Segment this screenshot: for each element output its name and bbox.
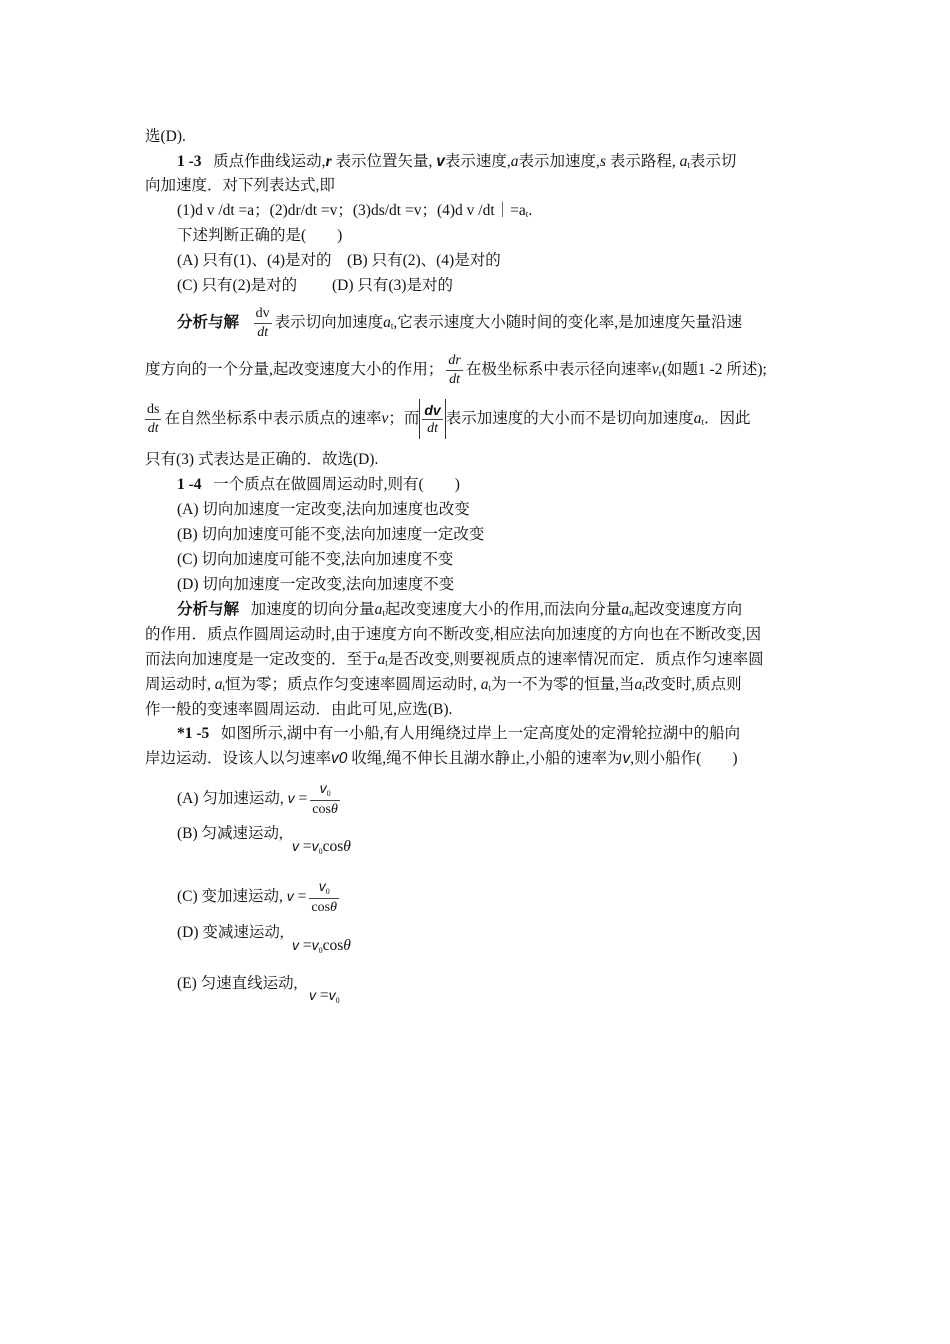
text: 改变时,质点则 — [644, 676, 742, 693]
symbol-at: a — [374, 601, 383, 618]
text: 一个质点在做圆周运动时,则有( ) — [213, 476, 460, 493]
symbol-a: a — [510, 153, 519, 170]
fraction-v0-cos — [310, 781, 340, 817]
text: 表示速度, — [444, 153, 511, 170]
symbol-at: a — [383, 314, 391, 331]
symbol-at: a — [634, 676, 643, 693]
option-label: (E) 匀速直线运动, — [177, 975, 298, 992]
numerator: dr — [446, 354, 462, 371]
equals: = — [302, 838, 312, 855]
text: (B) 切向加速度可能不变,法向加速度一定改变 — [177, 526, 485, 543]
text: 表示位置矢量, — [331, 153, 437, 170]
analysis-1-3-line4 — [145, 449, 378, 471]
numerator: dv — [255, 305, 270, 321]
text: 周运动时, — [145, 676, 215, 693]
text: 质点作曲线运动, — [213, 153, 326, 170]
text: 为一不为零的恒量,当 — [491, 676, 635, 693]
problem-1-3-options-ab — [177, 250, 501, 272]
analysis-1-3-line1 — [177, 303, 742, 346]
symbol-r: r — [325, 153, 332, 170]
symbol-v: v — [622, 750, 631, 767]
numerator: dv — [424, 402, 441, 419]
symbol-v: v — [651, 361, 659, 378]
subscript: t — [488, 683, 492, 693]
option-label: (C) 变加速运动, — [177, 888, 283, 905]
equals: = — [302, 937, 312, 954]
symbol-v0: v0 — [331, 750, 348, 767]
subscript: t — [385, 658, 388, 668]
symbol-v: v — [287, 790, 295, 806]
subscript: 0 — [326, 789, 331, 799]
option-label: (B) 匀减速运动, — [177, 825, 283, 842]
analysis-1-4-line3 — [145, 649, 764, 674]
problem-1-5-line2 — [145, 748, 737, 770]
equals: = — [297, 888, 307, 905]
text: (D) 切向加速度一定改变,法向加速度不变 — [177, 576, 455, 593]
fraction-dv-dt — [254, 307, 272, 340]
cos: cos — [312, 802, 331, 818]
text: (如题1 -2 所述); — [661, 361, 767, 378]
subscript: t — [642, 683, 645, 693]
text: ．因此 — [704, 410, 751, 427]
text: 如图所示,湖中有一小船,有人用绳绕过岸上一定高度处的定滑轮拉湖中的船向 — [220, 725, 741, 742]
denominator: dt — [427, 421, 438, 437]
text: 岸边运动．设该人以匀速率 — [145, 750, 332, 767]
problem-1-5-option-c — [177, 876, 342, 917]
text: 表示加速度, — [518, 153, 600, 170]
option-label: (D) 变减速运动, — [177, 924, 284, 941]
problem-number: 1 -4 — [177, 476, 202, 493]
symbol-v: v — [328, 987, 336, 1003]
fraction-ds-dt — [145, 403, 161, 436]
text: 表示路程, — [605, 153, 680, 170]
subscript: 0 — [318, 946, 323, 955]
problem-1-5-option-d-label — [177, 922, 284, 944]
problem-1-4-option-a — [177, 499, 470, 521]
theta: θ — [330, 802, 338, 818]
text: 在极坐标系中表示径向速率 — [465, 361, 652, 378]
denominator: dt — [257, 324, 269, 340]
analysis-label: 分析与解 — [177, 314, 240, 331]
subscript: t — [222, 683, 226, 693]
equals: = — [319, 987, 329, 1004]
formula-c — [286, 878, 342, 916]
text: 的作用．质点作圆周运动时,由于速度方向不断改变,相应法向加速度的方向也在不断改变,因 — [145, 626, 762, 643]
cos: cos — [322, 937, 344, 954]
subscript: t — [701, 417, 704, 427]
problem-1-5-header — [177, 723, 740, 745]
text: 表示切向加速度 — [274, 314, 384, 331]
text: 向加速度．对下列表达式,即 — [145, 177, 335, 194]
problem-1-3-exprs — [177, 200, 532, 225]
text: ；而 — [388, 410, 420, 427]
analysis-1-4-line4 — [145, 674, 742, 699]
cos: cos — [322, 838, 344, 855]
problem-1-3-line2 — [145, 175, 335, 197]
subscript: t — [382, 608, 385, 618]
problem-1-4-option-c — [177, 549, 453, 571]
subscript: t — [525, 209, 529, 219]
subscript: n — [629, 608, 634, 618]
text: 度方向的一个分量,起改变速度大小的作用； — [145, 361, 444, 378]
line-prev-answer — [145, 126, 186, 148]
text: 下述判断正确的是( ) — [177, 227, 343, 244]
problem-1-5-option-d-formula — [292, 934, 351, 962]
problem-number: *1 -5 — [177, 725, 210, 742]
subscript: t — [390, 321, 394, 331]
subscript: 0 — [325, 887, 330, 897]
problem-1-4-header — [177, 474, 460, 496]
analysis-label: 分析与解 — [177, 601, 240, 618]
cos: cos — [311, 900, 331, 916]
symbol-at: a — [679, 153, 688, 170]
problem-1-4-option-d — [177, 574, 454, 596]
text: 而法向加速度是一定改变的．至于 — [145, 651, 378, 668]
theta: θ — [330, 900, 337, 916]
symbol-v: v — [381, 410, 389, 427]
theta: θ — [343, 838, 351, 855]
problem-1-3-header — [177, 151, 736, 176]
theta: θ — [343, 937, 351, 954]
symbol-s: s — [599, 153, 606, 170]
text: 只有(3) 式表达是正确的．故选(D). — [145, 451, 379, 468]
symbol-v: v — [286, 888, 294, 904]
denominator: dt — [147, 420, 159, 436]
subscript: r — [658, 368, 662, 378]
text: 选(D). — [145, 128, 186, 145]
problem-1-3-options-cd — [177, 275, 453, 297]
symbol-at: a — [480, 676, 489, 693]
text: ,它表示速度大小随时间的变化率,是加速度矢量沿速 — [393, 314, 743, 331]
symbol-v: v — [309, 987, 316, 1003]
text: (C) 切向加速度可能不变,法向加速度不变 — [177, 551, 454, 568]
text: 在自然坐标系中表示质点的速率 — [164, 410, 382, 427]
equals: = — [298, 790, 308, 807]
analysis-1-4-line1 — [177, 599, 742, 624]
problem-1-5-option-b-label — [177, 823, 283, 845]
symbol-v: v — [292, 937, 299, 953]
problem-1-5-option-b-formula — [292, 835, 351, 863]
denominator: dt — [449, 371, 461, 387]
symbol-at: a — [377, 651, 386, 668]
options: (A) 只有(1)、(4)是对的 (B) 只有(2)、(4)是对的 — [177, 252, 501, 269]
fraction-dr-dt — [446, 354, 462, 387]
text: 收绳,绳不伸长且湖水静止,小船的速率为 — [347, 750, 623, 767]
text: 起改变速度方向 — [633, 601, 743, 618]
problem-number: 1 -3 — [177, 153, 202, 170]
symbol-v: v — [292, 838, 299, 854]
text: (A) 切向加速度一定改变,法向加速度也改变 — [177, 501, 470, 518]
subscript: t — [687, 160, 690, 170]
symbol-at: a — [693, 410, 702, 427]
text: 加速度的切向分量 — [250, 601, 375, 618]
symbol-v: v — [436, 153, 445, 170]
symbol-v: v — [319, 780, 327, 797]
problem-1-3-question — [177, 225, 342, 247]
analysis-1-4-line5 — [145, 699, 452, 721]
option-label: (A) 匀加速运动, — [177, 790, 284, 807]
expressions: (1)d v /dt =a；(2)dr/dt =v；(3)ds/dt =v；(4)d v /dt｜=a — [177, 202, 526, 219]
formula-a — [287, 780, 343, 818]
problem-1-5-option-e-formula — [309, 984, 340, 1012]
problem-1-5-option-a — [177, 778, 343, 819]
analysis-1-4-line2 — [145, 624, 761, 646]
options: (C) 只有(2)是对的 (D) 只有(3)是对的 — [177, 277, 453, 294]
text: ,则小船作( ) — [630, 750, 738, 767]
analysis-1-3-line2 — [145, 350, 767, 393]
problem-1-5-option-e-label — [177, 973, 298, 995]
symbol-v: v — [311, 937, 319, 953]
text: 作一般的变速率圆周运动．由此可见,应选(B). — [145, 701, 453, 718]
problem-1-4-option-b — [177, 524, 484, 546]
symbol-an: a — [621, 601, 630, 618]
subscript: 0 — [318, 847, 323, 856]
text: 是否改变,则要视质点的速率情况而定．质点作匀速率圆 — [387, 651, 764, 668]
text: 表示切 — [689, 153, 737, 170]
fraction-v0-cos — [309, 879, 339, 915]
symbol-v: v — [318, 878, 326, 895]
text: 表示加速度的大小而不是切向加速度 — [445, 410, 694, 427]
abs-fraction-dv-dt — [419, 399, 445, 439]
analysis-1-3-line3 — [145, 399, 751, 442]
text: 恒为零；质点作匀变速率圆周运动时, — [225, 676, 481, 693]
numerator: ds — [145, 403, 161, 420]
text: . — [528, 202, 533, 219]
symbol-v: v — [311, 838, 319, 854]
text: 起改变速度大小的作用,而法向分量 — [384, 601, 622, 618]
symbol-at: a — [214, 676, 223, 693]
subscript: 0 — [335, 996, 340, 1005]
